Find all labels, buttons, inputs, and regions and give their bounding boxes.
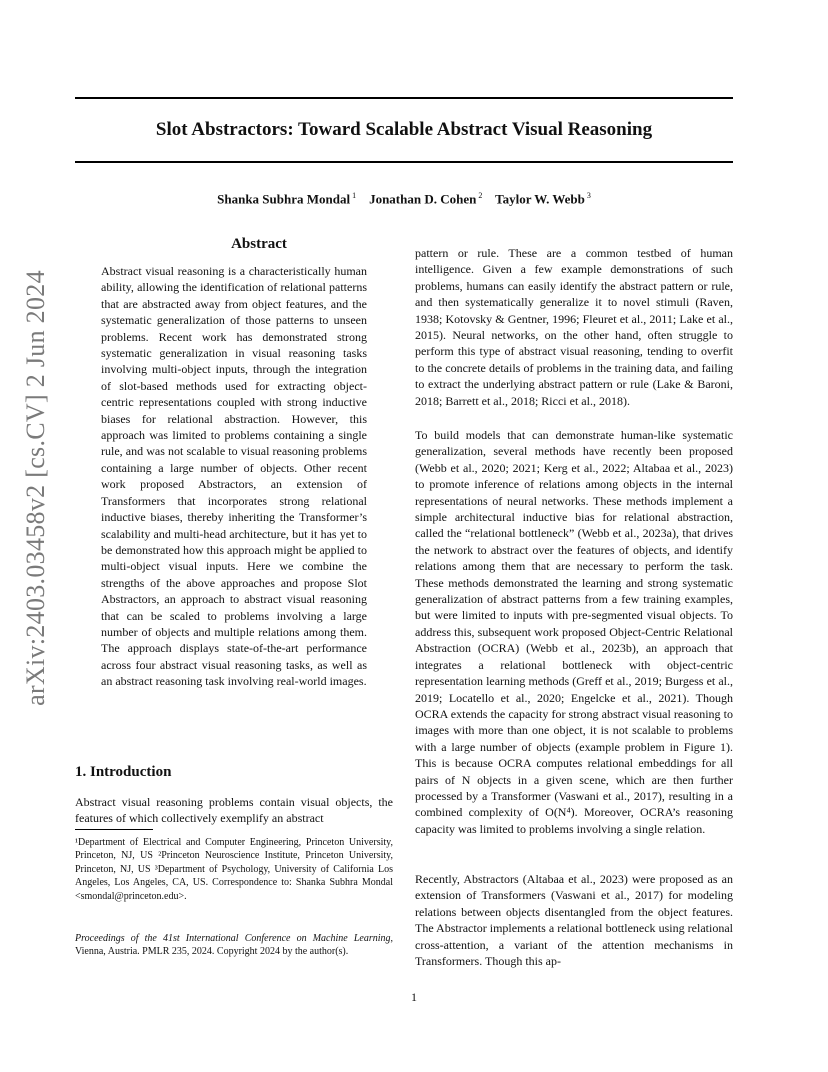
arxiv-identifier: arXiv:2403.03458v2 [cs.CV] 2 Jun 2024 xyxy=(21,270,50,706)
author-name: Shanka Subhra Mondal xyxy=(217,191,351,207)
arxiv-sidebar xyxy=(14,270,58,706)
paper-title: Slot Abstractors: Toward Scalable Abstract Visual Reasoning xyxy=(155,119,653,140)
proceedings-venue: Proceedings of the 41st International Conference on Machine Learning xyxy=(75,933,391,944)
footnote-rule xyxy=(75,829,153,830)
affiliation-footnote xyxy=(75,836,393,903)
page-number: 1 xyxy=(411,990,417,1004)
introduction-body xyxy=(75,794,393,827)
abstract-heading: Abstract xyxy=(231,236,287,252)
proceedings-note xyxy=(75,932,393,959)
right-column-p1 xyxy=(415,245,733,409)
author-mark: 3 xyxy=(586,191,591,200)
author-mark: 1 xyxy=(352,191,357,200)
introduction-text: Abstract visual reasoning problems contain visual objects, the features of which collectively exemplify an abstract xyxy=(75,795,393,826)
paragraph-text: pattern or rule. These are a common testbed of human intelligence. Given a few example demonstrations of such problems, humans can easily identify the abstract pattern or rule, and then systematically generalize it to novel stimuli (Raven, 1938; Kotovsky & Gentner, 1996; Fleuret et al., 2011; Lake et al., 2015). Neural networks, on the other hand, often struggle to perform this type of abstract visual reasoning, tending to overfit to the concrete details of problems in the training data, and failing to extract the underlying abstract pattern or rule (Lake & Baroni, 2018; Barrett et al., 2018; Ricci et al., 2018). xyxy=(415,246,733,408)
title-top-rule xyxy=(75,97,733,99)
proceedings-details: , Vienna, Austria. PMLR 235, 2024. Copyright 2024 by the author(s). xyxy=(75,933,393,958)
author-mark: 2 xyxy=(478,191,483,200)
title-bottom-rule xyxy=(75,161,733,163)
author-name: Taylor W. Webb xyxy=(495,191,585,207)
author-name: Jonathan D. Cohen xyxy=(369,191,477,207)
right-column-p2 xyxy=(415,427,733,837)
author-list xyxy=(75,191,733,207)
footnote-text: ¹Department of Electrical and Computer Engineering, Princeton University, Princeton, NJ, US ²Princeton Neuroscience Institute, Princeton University, Princeton, NJ, US ³Department of Psychology, University of California Los Angeles, Los Angeles, CA, US. Correspondence to: Shanka Subhra Mondal <smondal@princeton.edu>. xyxy=(75,837,393,902)
paragraph-text: Recently, Abstractors (Altabaa et al., 2023) were proposed as an extension of Transformers (Vaswani et al., 2017) for modeling relations between objects disentangled from the object features. The Abstractor implements a relational bottleneck using relational cross-attention, a variant of the attention mechanisms in Transformers. Though this ap- xyxy=(415,872,733,969)
paragraph-text: To build models that can demonstrate human-like systematic generalization, several methods have recently been proposed (Webb et al., 2020; 2021; Kerg et al., 2022; Altabaa et al., 2023) to promote inference of relations among objects in the internal representations of neural networks. These methods implement a simple architectural inductive bias for relational abstraction, called the “relational bottleneck” (Webb et al., 2023a), that drives the network to abstract over the features of objects, and identify relations among them that are necessary to perform the task. These methods demonstrated the learning and strong systematic generalization of abstract patterns from a few training examples, but were limited to inputs with pre-segmented visual objects. To address this, subsequent work proposed Object-Centric Relational Abstraction (OCRA) (Webb et al., 2023b), an approach that integrates a relational bottleneck with object-centric representation learning methods (Greff et al., 2019; Burgess et al., 2019; Locatello et al., 2020; Engelcke et al., 2021). Though OCRA extends the capacity for strong abstract visual reasoning to images with more than one object, it is not scalable to problems with a large number of objects (example problem in Figure 1). This is because OCRA computes relational embeddings for all pairs of N objects in a given scene, which are then further processed by a Transformer (Vaswani et al., 2017), resulting in a combined complexity of O(N⁴). Moreover, OCRA’s reasoning capacity was limited to problems involving a single relation. xyxy=(415,428,733,836)
abstract-text: Abstract visual reasoning is a characteristically human ability, allowing the identification of relational patterns that are abstracted away from object features, and the systematic generalization of those patterns to unseen problems. Recent work has demonstrated strong systematic generalization in visual reasoning tasks involving multi-object inputs, through the integration of slot-based methods used for extracting object-centric representations coupled with strong inductive biases for relational abstraction. However, this approach was limited to problems containing a single rule, and was not scalable to visual reasoning problems containing a large number of objects. Other recent work proposed Abstractors, an extension of Transformers that incorporates strong relational inductive biases, thereby inheriting the Transformer’s scalability and multi-head architecture, but it has yet to be demonstrated how this approach might be applied to multi-object visual inputs. Here we combine the strengths of the above approaches and propose Slot Abstractors, an approach to abstract visual reasoning that can be scaled to problems involving a large number of objects and multiple relations among them. The approach displays state-of-the-art performance across four abstract visual reasoning tasks, as well as an abstract reasoning task involving real-world images. xyxy=(101,264,367,689)
right-column-p3 xyxy=(415,871,733,969)
abstract-body xyxy=(101,263,367,690)
introduction-heading: 1. Introduction xyxy=(75,764,172,780)
